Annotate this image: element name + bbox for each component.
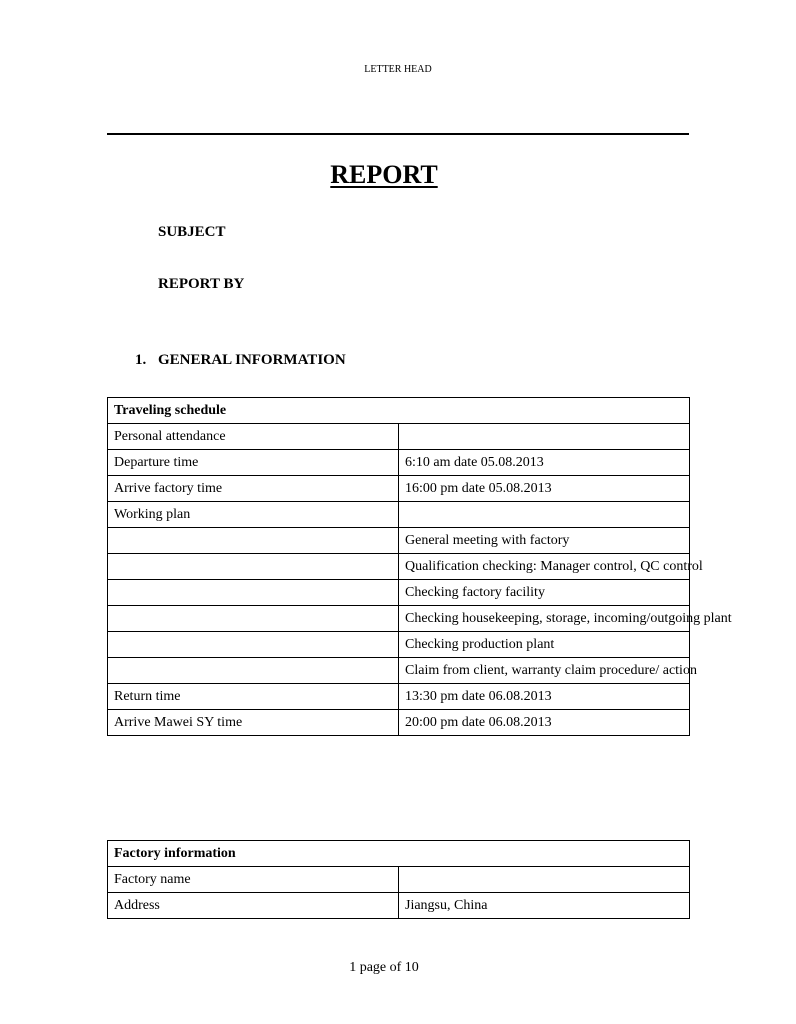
report-title: REPORT	[330, 160, 438, 189]
row-label: Address	[108, 893, 399, 919]
report-by-label: REPORT BY	[158, 276, 245, 292]
row-value	[399, 867, 690, 893]
row-label	[108, 658, 399, 684]
subject-label: SUBJECT	[158, 224, 226, 240]
row-value: Jiangsu, China	[399, 893, 690, 919]
row-value: 13:30 pm date 06.08.2013	[399, 684, 690, 710]
header-divider	[107, 133, 689, 135]
table-row	[108, 632, 690, 658]
row-value: Checking housekeeping, storage, incoming/outgoing plant	[399, 606, 690, 632]
row-value: Checking factory facility	[399, 580, 690, 606]
table-header-row	[108, 841, 690, 867]
factory-information-header: Factory information	[108, 841, 690, 867]
table-row	[108, 658, 690, 684]
table-row	[108, 554, 690, 580]
row-label	[108, 580, 399, 606]
row-value: 20:00 pm date 06.08.2013	[399, 710, 690, 736]
table-row	[108, 684, 690, 710]
row-label: Personal attendance	[108, 424, 399, 450]
table-row	[108, 606, 690, 632]
row-value: Claim from client, warranty claim procedure/ action	[399, 658, 690, 684]
row-label: Departure time	[108, 450, 399, 476]
table-row	[108, 424, 690, 450]
row-label: Arrive Mawei SY time	[108, 710, 399, 736]
table-row	[108, 528, 690, 554]
row-value: General meeting with factory	[399, 528, 690, 554]
row-value: 16:00 pm date 05.08.2013	[399, 476, 690, 502]
traveling-schedule-table	[107, 397, 732, 736]
row-value	[399, 424, 690, 450]
table-row	[108, 502, 690, 528]
row-value: 6:10 am date 05.08.2013	[399, 450, 690, 476]
row-label: Arrive factory time	[108, 476, 399, 502]
table-row	[108, 476, 690, 502]
row-label	[108, 632, 399, 658]
row-value: Checking production plant	[399, 632, 690, 658]
section-heading	[135, 352, 346, 369]
table-row	[108, 893, 690, 919]
table-row	[108, 867, 690, 893]
row-label	[108, 554, 399, 580]
traveling-schedule-header: Traveling schedule	[108, 398, 690, 424]
table-row	[108, 450, 690, 476]
letterhead: LETTER HEAD	[364, 64, 432, 75]
section-title: GENERAL INFORMATION	[158, 352, 346, 368]
row-value	[399, 502, 690, 528]
row-label: Return time	[108, 684, 399, 710]
page-number: 1 page of 10	[349, 960, 419, 975]
row-label	[108, 528, 399, 554]
row-label: Working plan	[108, 502, 399, 528]
table-row	[108, 580, 690, 606]
section-number: 1.	[135, 352, 147, 368]
row-label	[108, 606, 399, 632]
table-row	[108, 710, 690, 736]
table-header-row	[108, 398, 690, 424]
factory-information-table	[107, 840, 690, 919]
row-value: Qualification checking: Manager control, QC control	[399, 554, 690, 580]
row-label: Factory name	[108, 867, 399, 893]
